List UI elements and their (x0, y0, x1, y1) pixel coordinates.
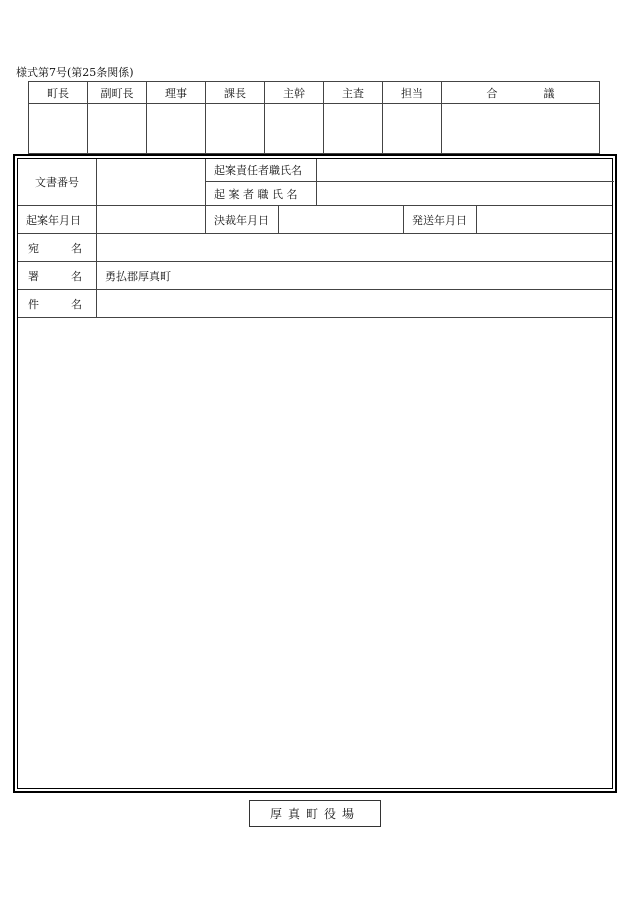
signature-label: 署 名 (28, 269, 82, 283)
joint-label-right: 議 (543, 86, 555, 100)
approval-column (324, 82, 383, 153)
send-date-label: 発送年月日 (412, 213, 467, 227)
drafter-row (206, 182, 614, 205)
approval-header: 主幹 (265, 82, 323, 104)
draft-date-field[interactable] (97, 206, 205, 233)
town-office-label: 厚真町役場 (249, 800, 381, 827)
joint-approval-header (442, 82, 599, 104)
signature-row (18, 262, 612, 290)
drafter-label: 起 案 者 職 氏 名 (214, 187, 298, 201)
draft-date-label: 起案年月日 (26, 213, 81, 227)
joint-approval-box[interactable] (442, 104, 599, 153)
approval-stamp-box[interactable] (383, 104, 441, 153)
approval-header: 町長 (29, 82, 87, 104)
approval-column (29, 82, 88, 153)
addressee-field[interactable] (97, 234, 613, 261)
responsible-person-row (206, 159, 614, 182)
approval-header: 担当 (383, 82, 441, 104)
responsible-person-field[interactable] (317, 159, 613, 181)
subject-label: 件 名 (28, 297, 82, 311)
approval-stamp-box[interactable] (88, 104, 146, 153)
document-number-row (18, 159, 612, 206)
approval-header: 主査 (324, 82, 382, 104)
approval-stamp-box[interactable] (206, 104, 264, 153)
approval-column (147, 82, 206, 153)
subject-field[interactable] (97, 290, 613, 317)
send-date-field[interactable] (477, 206, 613, 233)
form-number-label: 様式第7号(第25条関係) (16, 66, 134, 79)
addressee-row (18, 234, 612, 262)
responsible-person-label: 起案責任者職氏名 (214, 164, 302, 177)
document-number-field[interactable] (97, 159, 205, 205)
approval-column (265, 82, 324, 153)
approval-stamp-box[interactable] (29, 104, 87, 153)
decision-date-label: 決裁年月日 (214, 213, 269, 227)
document-number-label: 文書番号 (35, 176, 79, 189)
approval-header: 理事 (147, 82, 205, 104)
signature-field[interactable]: 勇払郡厚真町 (105, 269, 171, 283)
approval-stamp-box[interactable] (324, 104, 382, 153)
approval-stamp-table (28, 81, 600, 154)
drafter-field[interactable] (317, 182, 613, 205)
approval-header: 課長 (206, 82, 264, 104)
document-form (17, 158, 613, 789)
approval-column (383, 82, 442, 153)
approval-stamp-box[interactable] (265, 104, 323, 153)
document-body-area[interactable] (18, 318, 612, 788)
joint-label-left: 合 (486, 86, 498, 100)
approval-stamp-box[interactable] (147, 104, 205, 153)
joint-approval-column (442, 82, 599, 153)
dates-row (18, 206, 612, 234)
approval-column (88, 82, 147, 153)
subject-row (18, 290, 612, 318)
approval-column (206, 82, 265, 153)
decision-date-field[interactable] (279, 206, 403, 233)
approval-header: 副町長 (88, 82, 146, 104)
addressee-label: 宛 名 (28, 241, 82, 255)
